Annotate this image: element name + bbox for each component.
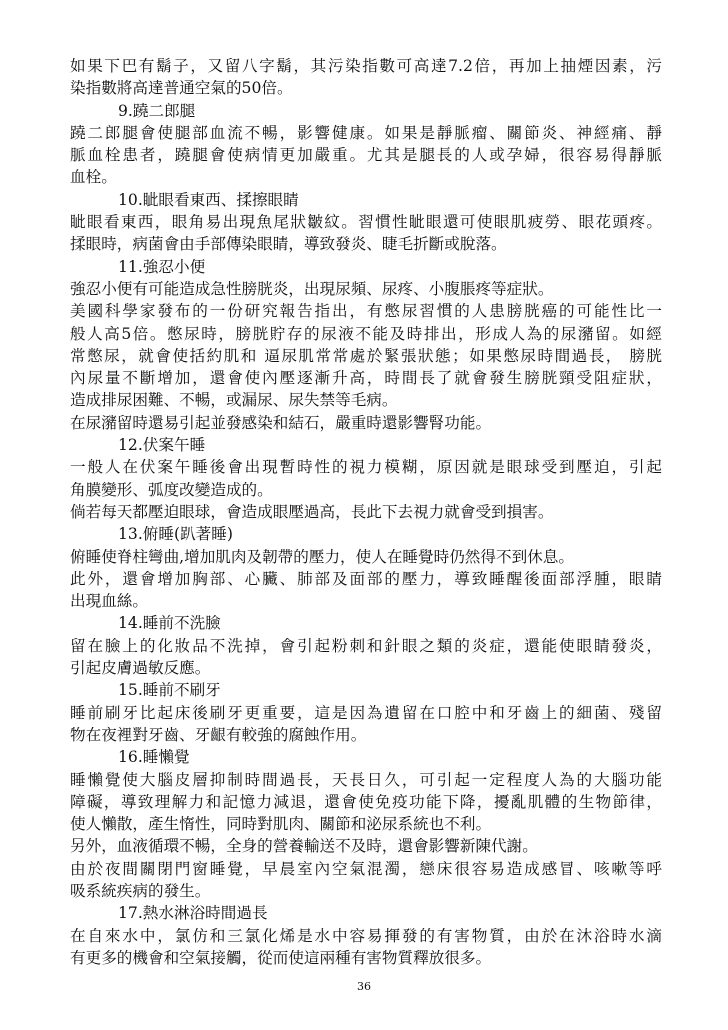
paragraph xyxy=(70,211,662,256)
text-line: 此外，還會增加胸部、心臟、肺部及面部的壓力，導致睡醒後面部浮腫，眼睛 xyxy=(70,569,662,588)
section-heading: 13.俯睡(趴著睡) xyxy=(118,525,233,544)
text-line: 造成排尿困難、不暢，或漏尿、尿失禁等毛病。 xyxy=(70,391,398,410)
section-heading: 17.熱水淋浴時間過長 xyxy=(118,904,268,923)
text-line: 在尿瀦留時還易引起並發感染和結石，嚴重時還影響腎功能。 xyxy=(70,413,492,432)
paragraph xyxy=(70,925,662,970)
paragraph xyxy=(70,501,662,523)
text-line: 出現血絲。 xyxy=(70,592,148,611)
text-line: 般人高5倍。憋尿時，膀胱貯存的尿液不能及時排出，形成人為的尿瀦留。如經 xyxy=(70,324,662,343)
text-line: 眦眼看東西，眼角易出現魚尾狀皺紋。習慣性眦眼還可使眼肌疲勞、眼花頭疼。 xyxy=(70,213,662,232)
paragraph xyxy=(70,702,662,747)
paragraph xyxy=(70,835,662,857)
text-line: 在自來水中，氯仿和三氯化烯是水中容易揮發的有害物質，由於在沐浴時水滴 xyxy=(70,926,662,945)
text-line: 內尿量不斷增加，還會使內壓逐漸升高，時間長了就會發生膀胱頸受阻症狀， xyxy=(70,369,662,388)
text-line: 睡懶覺使大腦皮層抑制時間過長，天長日久，可引起一定程度人為的大腦功能 xyxy=(70,770,662,789)
text-line: 染指數將高達普通空氣的50倍。 xyxy=(70,79,293,98)
text-line: 美國科學家發布的一份研究報告指出，有憋尿習慣的人患膀胱癌的可能性比一 xyxy=(70,302,662,321)
text-line: 倘若每天都壓迫眼球，會造成眼壓過高，長此下去視力就會受到損害。 xyxy=(70,502,554,521)
paragraph xyxy=(70,858,662,903)
text-line: 留在臉上的化妝品不洗掉，會引起粉刺和針眼之類的炎症，還能使眼睛發炎， xyxy=(70,636,662,655)
section-heading: 12.伏案午睡 xyxy=(118,436,206,455)
paragraph xyxy=(70,568,662,613)
paragraph xyxy=(70,278,662,300)
text-line: 俯睡使脊柱彎曲,增加肌肉及韌帶的壓力，使人在睡覺時仍然得不到休息。 xyxy=(70,547,574,566)
paragraph xyxy=(70,122,662,189)
section-heading: 9.蹺二郎腿 xyxy=(118,101,196,120)
text-line: 脈血栓患者，蹺腿會使病情更加嚴重。尤其是腿長的人或孕婦，很容易得靜脈 xyxy=(70,146,662,165)
section-heading: 10.眦眼看東西、揉擦眼睛 xyxy=(118,190,299,209)
text-line: 有更多的機會和空氣接觸，從而使這兩種有害物質釋放很多。 xyxy=(70,948,492,967)
page-number: 36 xyxy=(357,980,371,993)
text-line: 蹺二郎腿會使腿部血流不暢，影響健康。如果是靜脈瘤、關節炎、神經痛、靜 xyxy=(70,123,662,142)
text-line: 睡前刷牙比起床後刷牙更重要，這是因為遺留在口腔中和牙齒上的細菌、殘留 xyxy=(70,703,662,722)
text-line: 另外，血液循環不暢，全身的營養輸送不及時，還會影響新陳代謝。 xyxy=(70,837,538,856)
text-line: 一般人在伏案午睡後會出現暫時性的視力模糊，原因就是眼球受到壓迫，引起 xyxy=(70,458,662,477)
text-line: 物在夜裡對牙齒、牙齦有較強的腐蝕作用。 xyxy=(70,725,367,744)
paragraph xyxy=(70,55,662,100)
text-line: 吸系統疾病的發生。 xyxy=(70,881,211,900)
text-line: 常憋尿，就會使括約肌和 逼尿肌常常處於緊張狀態；如果憋尿時間過長， 膀胱 xyxy=(70,346,662,365)
document-body xyxy=(70,55,662,969)
section-heading: 16.睡懶覺 xyxy=(118,748,190,767)
text-line: 揉眼時，病菌會由手部傳染眼睛，導致發炎、睫毛折斷或脫落。 xyxy=(70,235,507,254)
section-heading: 15.睡前不刷牙 xyxy=(118,681,221,700)
paragraph xyxy=(70,456,662,501)
paragraph xyxy=(70,769,662,836)
text-line: 由於夜間關閉門窗睡覺，早晨室內空氣混濁，戀床很容易造成感冒、咳嗽等呼 xyxy=(70,859,662,878)
paragraph xyxy=(70,300,662,411)
text-line: 如果下巴有鬍子，又留八字鬍，其污染指數可高達7.2倍，再加上抽煙因素，污 xyxy=(70,57,662,75)
text-line: 血栓。 xyxy=(70,168,117,187)
paragraph xyxy=(70,546,662,568)
paragraph xyxy=(70,412,662,434)
text-line: 引起皮膚過敏反應。 xyxy=(70,659,211,678)
section-heading: 14.睡前不洗臉 xyxy=(118,614,221,633)
section-heading: 11.強忍小便 xyxy=(118,257,206,276)
text-line: 使人懶散，產生惰性，同時對肌肉、關節和泌尿系統也不利。 xyxy=(70,815,492,834)
text-line: 角膜變形、弧度改變造成的。 xyxy=(70,480,273,499)
text-line: 障礙，導致理解力和記憶力減退，還會使免疫功能下降，擾亂肌體的生物節律， xyxy=(70,792,662,811)
paragraph xyxy=(70,635,662,680)
text-line: 強忍小便有可能造成急性膀胱炎，出現尿頻、尿疼、小腹脹疼等症狀。 xyxy=(70,279,554,298)
